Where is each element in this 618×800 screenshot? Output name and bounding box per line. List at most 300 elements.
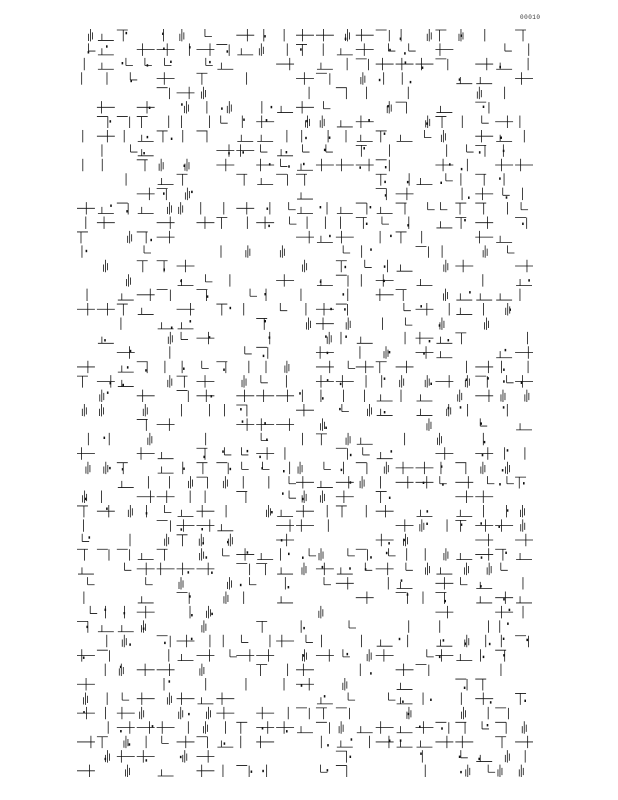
glyph-mark (306, 635, 313, 643)
glyph-dot (385, 194, 387, 196)
glyph-mark (409, 43, 416, 51)
glyph-dot (430, 699, 432, 701)
glyph-mark (516, 596, 532, 603)
glyph-dot (183, 468, 185, 470)
glyph-dot (181, 528, 183, 530)
glyph-mark (124, 736, 128, 748)
glyph-mark (475, 376, 487, 387)
glyph-mark (256, 347, 268, 358)
glyph-mark (317, 63, 333, 70)
glyph-dot (507, 509, 509, 511)
glyph-mark (137, 419, 148, 430)
glyph-mark (157, 549, 168, 560)
glyph-mark (162, 736, 169, 744)
glyph-dot (459, 756, 461, 758)
glyph-dot (522, 223, 524, 225)
glyph-dot (264, 320, 266, 322)
glyph-mark (475, 102, 489, 113)
glyph-mark (515, 346, 533, 358)
glyph-mark (475, 491, 493, 503)
glyph-mark (137, 261, 148, 272)
glyph-mark (441, 130, 445, 142)
glyph-mark (82, 404, 86, 416)
glyph-mark (257, 135, 273, 142)
glyph-mark (236, 492, 247, 503)
glyph-dot (389, 740, 391, 742)
glyph-mark (97, 549, 109, 560)
glyph-mark (276, 418, 294, 430)
glyph-mark (138, 207, 154, 214)
glyph-mark (496, 63, 512, 70)
glyph-dot (507, 623, 509, 625)
glyph-dot (201, 528, 203, 530)
glyph-mark (157, 491, 175, 503)
glyph-mark (82, 534, 89, 542)
glyph-mark (168, 332, 172, 344)
glyph-mark (138, 149, 154, 156)
glyph-mark (104, 462, 108, 474)
glyph-mark (316, 563, 334, 575)
glyph-mark (475, 548, 493, 560)
glyph-dot (449, 163, 451, 165)
glyph-mark (346, 433, 350, 445)
glyph-mark (317, 481, 333, 488)
glyph-dot (303, 654, 305, 656)
glyph-dot (267, 208, 269, 210)
glyph-mark (327, 332, 331, 344)
glyph-mark (196, 463, 207, 474)
glyph-mark (309, 548, 316, 556)
glyph-mark (495, 116, 513, 128)
glyph-mark (436, 337, 452, 344)
glyph-mark (396, 188, 414, 200)
glyph-mark (77, 361, 95, 373)
glyph-mark (376, 58, 394, 70)
glyph-dot (351, 738, 353, 740)
glyph-dot (483, 656, 485, 658)
glyph-dot (152, 725, 154, 727)
glyph-mark (396, 203, 407, 214)
glyph-mark (316, 708, 327, 719)
glyph-mark (276, 58, 294, 70)
glyph-dot (247, 551, 249, 553)
glyph-mark (177, 692, 195, 704)
glyph-mark (424, 130, 431, 138)
glyph-dot (146, 759, 148, 761)
glyph-mark (416, 476, 434, 488)
glyph-mark (177, 376, 188, 387)
glyph-mark (465, 635, 469, 647)
glyph-dot (227, 50, 229, 52)
glyph-mark (417, 741, 433, 748)
glyph-mark (316, 375, 334, 387)
glyph-mark (426, 563, 430, 575)
glyph-mark (158, 178, 174, 185)
glyph-mark (117, 117, 130, 128)
glyph-mark (98, 337, 114, 344)
glyph-mark (346, 317, 350, 329)
glyph-mark (146, 577, 153, 585)
glyph-mark (128, 231, 132, 243)
glyph-mark (416, 721, 434, 733)
glyph-dot (188, 571, 190, 573)
glyph-dot (129, 643, 131, 645)
glyph-dot (105, 609, 107, 611)
glyph-mark (384, 462, 388, 474)
glyph-mark (223, 476, 227, 488)
glyph-mark (496, 135, 512, 142)
glyph-mark (417, 279, 433, 286)
glyph-mark (396, 519, 414, 531)
glyph-mark (336, 751, 347, 762)
glyph-mark (97, 505, 115, 517)
glyph-dot (441, 727, 443, 729)
glyph-dot (368, 119, 370, 121)
glyph-dot (268, 225, 270, 227)
glyph-mark (396, 58, 414, 70)
glyph-mark (296, 708, 309, 719)
glyph-dot (426, 122, 428, 124)
glyph-mark (77, 678, 95, 690)
glyph-mark (316, 317, 334, 329)
glyph-mark (435, 577, 453, 589)
glyph-mark (515, 260, 533, 272)
glyph-mark (236, 649, 254, 661)
glyph-mark (506, 303, 510, 315)
glyph-mark (337, 48, 353, 55)
glyph-dot (385, 166, 387, 168)
glyph-mark (316, 346, 334, 358)
glyph-mark (342, 404, 349, 412)
glyph-mark (336, 159, 354, 171)
glyph-mark (137, 692, 155, 704)
glyph-dot (109, 467, 111, 469)
glyph-mark (196, 448, 207, 459)
glyph-mark (316, 29, 334, 41)
glyph-dot (206, 556, 208, 558)
glyph-mark (205, 274, 212, 282)
glyph-mark (435, 30, 446, 41)
glyph-mark (245, 346, 252, 354)
glyph-mark (336, 491, 354, 503)
glyph-mark (336, 231, 354, 243)
glyph-mark (337, 741, 353, 748)
glyph-dot (283, 470, 285, 472)
glyph-mark (236, 548, 254, 560)
glyph-dot (83, 711, 85, 713)
glyph-mark (216, 463, 228, 474)
glyph-dot (171, 327, 173, 329)
glyph-dot (423, 352, 425, 354)
glyph-mark (277, 567, 293, 574)
glyph-mark (319, 606, 323, 618)
glyph-mark (496, 236, 512, 243)
glyph-mark (100, 390, 104, 402)
glyph-dot (448, 339, 450, 341)
glyph-mark (416, 665, 429, 676)
glyph-mark (205, 29, 212, 37)
glyph-dot (483, 106, 485, 108)
glyph-mark (137, 491, 155, 503)
glyph-dot (460, 771, 462, 773)
glyph-mark (137, 232, 148, 243)
glyph-mark (157, 290, 171, 301)
glyph-dot (466, 379, 468, 381)
glyph-dot (480, 522, 482, 524)
glyph-dot (286, 151, 288, 153)
glyph-mark (416, 462, 434, 474)
glyph-mark (157, 217, 175, 229)
glyph-mark (236, 766, 249, 777)
glyph-mark (360, 476, 364, 488)
glyph-mark (507, 245, 514, 253)
glyph-mark (249, 577, 256, 585)
glyph-dot (149, 107, 151, 109)
glyph-mark (137, 43, 155, 55)
glyph-mark (435, 375, 453, 387)
glyph-dot (459, 78, 461, 80)
glyph-dot (345, 38, 347, 40)
glyph-mark (356, 203, 367, 214)
glyph-mark (455, 203, 466, 214)
glyph-mark (118, 481, 134, 488)
glyph-mark (137, 390, 155, 402)
glyph-mark (196, 375, 214, 387)
glyph-mark (505, 750, 509, 762)
glyph-mark (77, 506, 88, 517)
glyph-dot (410, 81, 412, 83)
glyph-mark (515, 693, 526, 704)
glyph-mark (475, 231, 493, 243)
glyph-mark (376, 505, 394, 517)
glyph-dot (509, 309, 511, 311)
glyph-mark (356, 361, 374, 373)
glyph-mark (455, 476, 473, 488)
glyph-mark (224, 447, 231, 455)
glyph-mark (435, 606, 453, 618)
glyph-dot (120, 730, 122, 732)
glyph-dot (302, 498, 304, 500)
glyph-mark (216, 44, 229, 55)
glyph-dot (468, 197, 470, 199)
glyph-dot (181, 103, 183, 105)
glyph-dot (303, 627, 305, 629)
glyph-dot (329, 235, 331, 237)
glyph-dot (269, 163, 271, 165)
glyph-mark (159, 159, 163, 171)
glyph-dot (242, 420, 244, 422)
glyph-mark (455, 520, 466, 531)
glyph-mark (376, 563, 394, 575)
glyph-dot (147, 136, 149, 138)
glyph-dot (439, 324, 441, 326)
glyph-dot (306, 120, 308, 122)
glyph-mark (296, 231, 314, 243)
glyph-dot (85, 498, 87, 500)
glyph-dot (288, 586, 290, 588)
glyph-dot (327, 379, 329, 381)
glyph-mark (196, 477, 207, 488)
glyph-mark (88, 43, 95, 51)
glyph-mark (97, 303, 115, 315)
glyph-mark (460, 577, 467, 585)
glyph-mark (337, 207, 353, 214)
glyph-mark (256, 621, 267, 632)
glyph-mark (117, 750, 135, 762)
glyph-dot (110, 382, 112, 384)
glyph-mark (216, 362, 227, 373)
glyph-dot (271, 106, 273, 108)
glyph-mark (482, 116, 489, 124)
glyph-mark (119, 664, 123, 676)
glyph-mark (456, 510, 472, 517)
glyph-dot (523, 482, 525, 484)
glyph-mark (256, 665, 267, 676)
glyph-mark (522, 721, 526, 733)
glyph-mark (177, 391, 189, 402)
glyph-mark (446, 173, 453, 181)
glyph-mark (285, 361, 289, 373)
glyph-mark (141, 620, 145, 632)
glyph-mark (77, 232, 88, 243)
glyph-mark (277, 510, 293, 517)
glyph-dot (403, 539, 405, 541)
glyph-mark (405, 317, 412, 325)
glyph-mark (397, 697, 413, 704)
glyph-dot (526, 639, 528, 641)
glyph-mark (157, 636, 171, 647)
glyph-mark (481, 462, 485, 474)
glyph-mark (456, 654, 472, 661)
glyph-dot (325, 335, 327, 337)
glyph-dot (423, 482, 425, 484)
glyph-mark (376, 174, 387, 185)
glyph-mark (298, 462, 302, 474)
glyph-mark (417, 178, 433, 185)
glyph-mark (377, 640, 393, 647)
glyph-mark (515, 30, 526, 41)
glyph-mark (138, 308, 154, 315)
glyph-dot (110, 120, 112, 122)
glyph-mark (217, 741, 233, 748)
glyph-dot (327, 352, 329, 354)
glyph-dot (302, 557, 304, 559)
glyph-mark (178, 322, 194, 329)
glyph-dot (407, 593, 409, 595)
glyph-mark (476, 596, 492, 603)
glyph-dot (183, 368, 185, 370)
glyph-mark (296, 174, 307, 185)
glyph-dot (528, 279, 530, 281)
glyph-mark (487, 563, 491, 575)
glyph-mark (137, 606, 155, 618)
glyph-dot (110, 205, 112, 207)
glyph-dot (207, 295, 209, 297)
glyph-dot (240, 408, 242, 410)
glyph-dot (227, 541, 229, 543)
glyph-mark (444, 289, 448, 301)
glyph-mark (256, 447, 274, 459)
glyph-mark (406, 563, 413, 571)
glyph-mark (276, 274, 294, 286)
glyph-mark (77, 376, 88, 387)
glyph-dot (191, 638, 193, 640)
glyph-dot (163, 268, 165, 270)
glyph-mark (465, 375, 469, 387)
glyph-mark (259, 43, 263, 55)
glyph-mark (83, 491, 87, 503)
glyph-mark (480, 418, 487, 426)
glyph-dot (264, 293, 266, 295)
glyph-mark (296, 678, 314, 690)
glyph-dot (228, 152, 230, 154)
glyph-dot (442, 483, 444, 485)
glyph-mark (196, 43, 214, 55)
glyph-mark (317, 279, 333, 286)
glyph-mark (130, 72, 137, 80)
glyph-mark (280, 303, 287, 311)
glyph-dot (383, 280, 385, 282)
glyph-mark (467, 144, 474, 152)
glyph-mark (397, 683, 413, 690)
glyph-mark (324, 577, 331, 585)
glyph-mark (336, 88, 347, 99)
glyph-dot (320, 281, 322, 283)
glyph-dot (440, 182, 442, 184)
glyph-dot (487, 377, 489, 379)
glyph-mark (289, 217, 296, 225)
glyph-mark (97, 217, 115, 229)
glyph-mark (435, 117, 446, 128)
glyph-mark (99, 404, 103, 416)
glyph-mark (276, 174, 287, 185)
glyph-dot (505, 349, 507, 351)
glyph-mark (361, 72, 365, 84)
glyph-mark (157, 231, 175, 243)
glyph-dot (211, 613, 213, 615)
glyph-mark (521, 202, 528, 210)
glyph-mark (416, 246, 429, 257)
glyph-mark (461, 750, 468, 758)
glyph-mark (515, 375, 533, 387)
glyph-mark (202, 620, 206, 632)
glyph-mark (476, 293, 492, 300)
glyph-dot (389, 497, 391, 499)
glyph-dot (221, 107, 223, 109)
glyph-dot (384, 181, 386, 183)
glyph-mark (507, 375, 514, 383)
glyph-mark (456, 293, 472, 300)
glyph-dot (481, 556, 483, 558)
glyph-mark (137, 101, 155, 113)
glyph-mark (495, 592, 513, 604)
glyph-dot (143, 152, 145, 154)
glyph-mark (128, 505, 132, 517)
glyph-mark (157, 721, 175, 733)
glyph-dot (399, 638, 401, 640)
glyph-mark (484, 317, 488, 329)
glyph-dot (400, 38, 402, 40)
glyph-mark (475, 174, 486, 185)
glyph-mark (456, 308, 472, 315)
glyph-dot (188, 713, 190, 715)
glyph-mark (348, 548, 355, 556)
glyph-mark (77, 303, 95, 315)
glyph-mark (196, 649, 214, 661)
glyph-mark (377, 394, 393, 401)
glyph-dot (163, 48, 165, 50)
glyph-mark (495, 606, 513, 618)
